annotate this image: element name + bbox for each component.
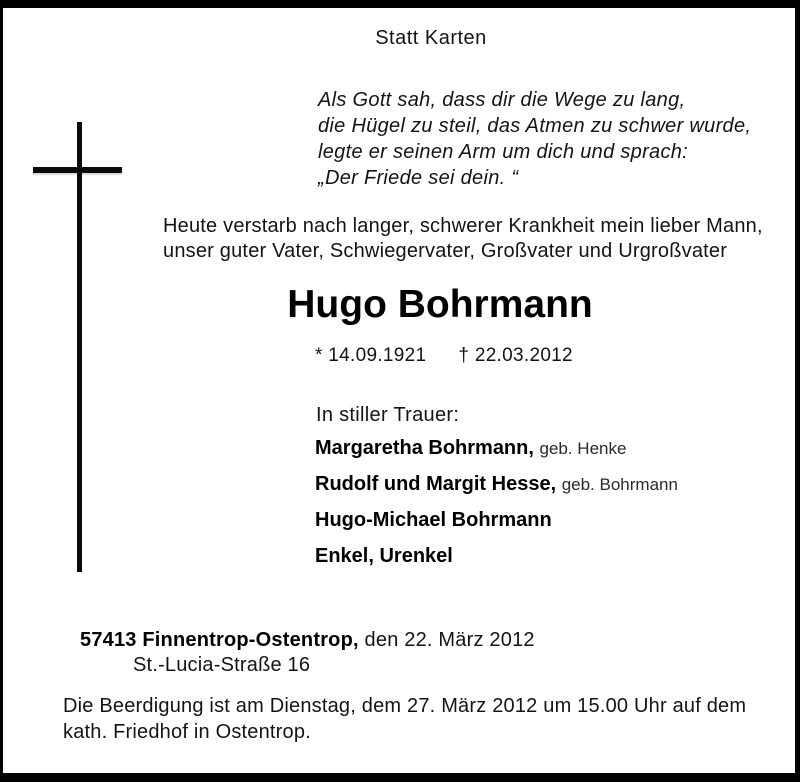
- cross-horizontal-bar: [33, 167, 122, 173]
- cross-vertical-bar: [77, 122, 82, 572]
- place-date-line: [80, 628, 535, 653]
- life-dates: [315, 345, 573, 367]
- postal-city: 57413 Finnentrop-Ostentrop,: [80, 629, 359, 651]
- intro-line: Heute verstarb nach langer, schwerer Krankheit mein lieber Mann,: [163, 215, 763, 237]
- deceased-name: Hugo Bohrmann: [287, 283, 593, 326]
- funeral-line: Die Beerdigung ist am Dienstag, dem 27. März 2012 um 15.00 Uhr auf dem: [63, 695, 747, 717]
- poem-line: „Der Friede sei dein. “: [318, 167, 519, 189]
- intro-line: unser guter Vater, Schwiegervater, Großvater und Urgroßvater: [163, 240, 728, 262]
- birth-date: * 14.09.1921: [315, 345, 427, 366]
- mourning-label: In stiller Trauer:: [316, 404, 460, 426]
- mourner-name: Hugo-Michael Bohrmann: [315, 509, 552, 531]
- mourner-name-suffix: geb. Henke: [539, 439, 627, 458]
- mourner-name: Enkel, Urenkel: [315, 545, 453, 567]
- death-date: † 22.03.2012: [458, 345, 573, 366]
- mourner-row: [315, 545, 678, 581]
- mourner-name: Margaretha Bohrmann,: [315, 437, 534, 459]
- mourner-name-suffix: geb. Bohrmann: [561, 475, 678, 494]
- poem-line: legte er seinen Arm um dich und sprach:: [318, 141, 689, 163]
- poem-line: die Hügel zu steil, das Atmen zu schwer wurde,: [318, 115, 752, 137]
- statt-karten-label: Statt Karten: [375, 27, 487, 49]
- mourner-row: [315, 509, 678, 545]
- funeral-info: [63, 693, 746, 745]
- notice-date: den 22. März 2012: [364, 629, 535, 651]
- mourner-row: [315, 437, 678, 473]
- poem-line: Als Gott sah, dass dir die Wege zu lang,: [318, 89, 686, 111]
- mourner-row: [315, 473, 678, 509]
- mourner-name: Rudolf und Margit Hesse,: [315, 473, 557, 495]
- funeral-line: kath. Friedhof in Ostentrop.: [63, 721, 311, 743]
- intro-text: [163, 214, 763, 264]
- place-date-block: [80, 628, 535, 678]
- street-address: St.-Lucia-Straße 16: [133, 654, 311, 676]
- mourners-list: [315, 437, 678, 581]
- memorial-poem: [318, 87, 751, 191]
